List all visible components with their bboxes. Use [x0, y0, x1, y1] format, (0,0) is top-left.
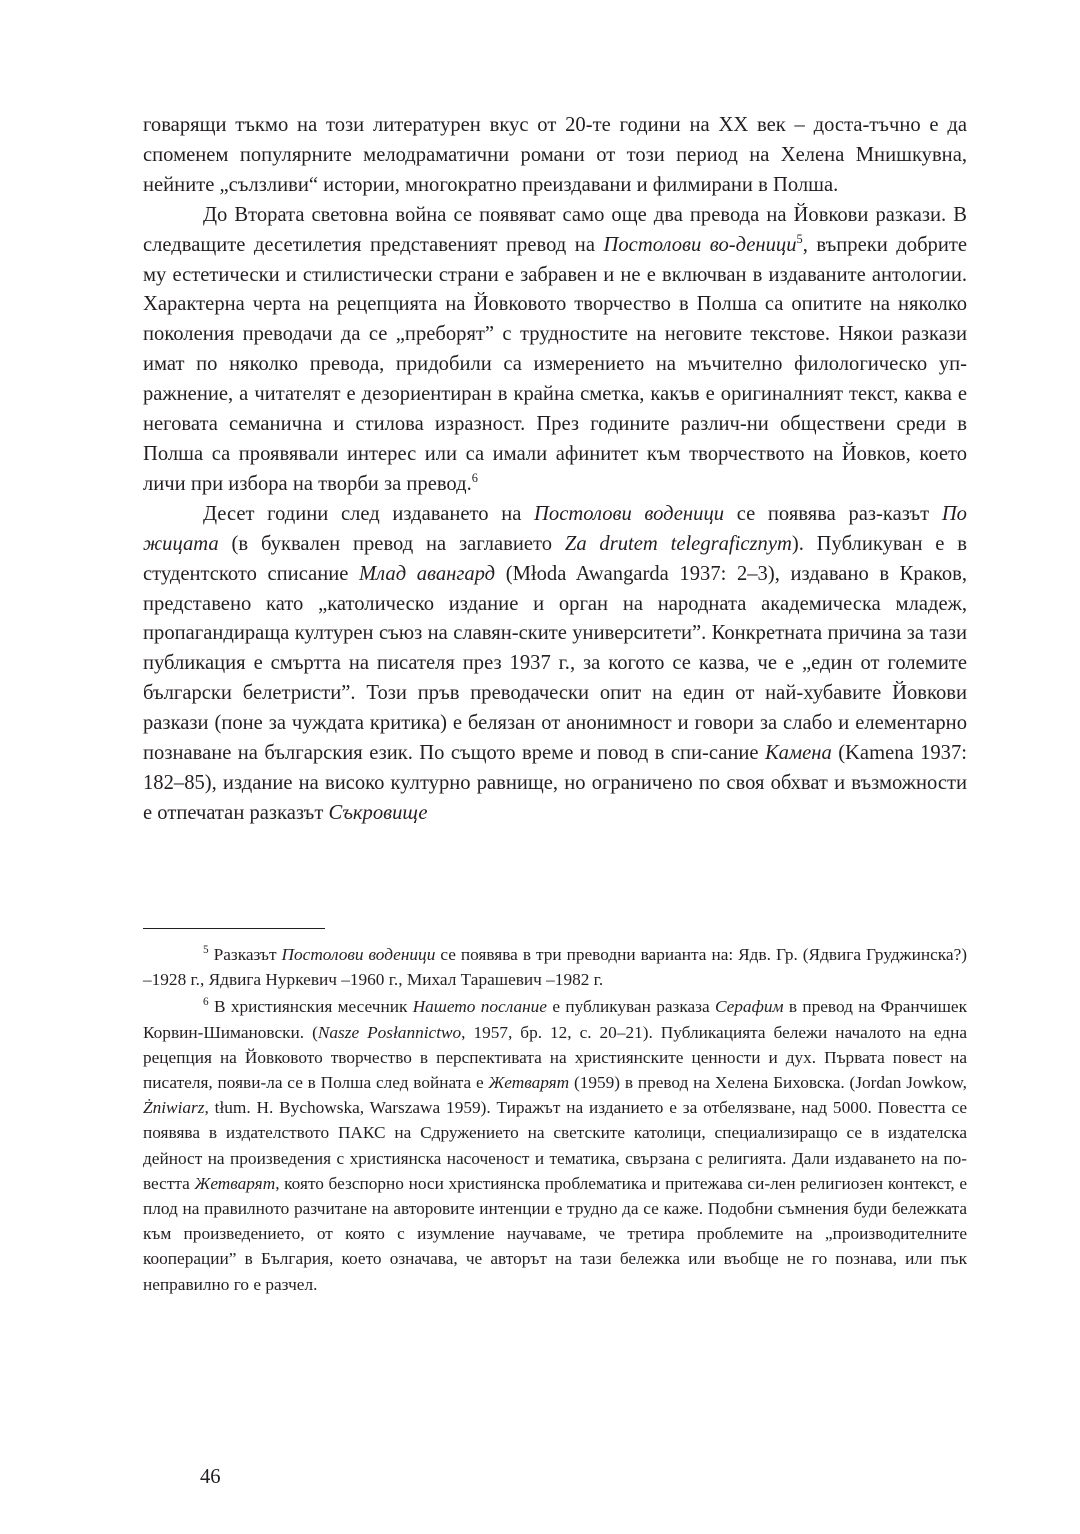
work-title: Żniwiarz [143, 1098, 205, 1118]
work-title: Серафим [714, 997, 784, 1017]
footnote-ref-6: 6 [471, 471, 478, 486]
page-number: 46 [200, 1466, 221, 1488]
paragraph-publication: Десет години след издаването на Постолови воденици се появява раз-казът По жицата (в буквален превод на заглавието Za drutem telegraficznym). Публикуван е в студентското списание Млад авангард (Młoda Awangarda 1937: 2–3), издавано в Краков, представено като „католическо издание и орган на народната академическа младеж, пропагандираща културен съюз на славян-ските университети”. Конкретната причина за тази публикация е смъртта на писателя през 1937 г., за когото се казва, че е „един от големите български белетристи”. Този пръв преводачески опит на един от най-хубавите Йовкови разкази (поне за чуждата критика) е белязан от анонимност и говори за слабо и елементарно познаване на българския език. По същото време и повод в спи-сание Камена (Kamena 1937: 182–85), издание на високо културно равнище, но ограничено по своя обхват и възможности е отпечатан разказът Съкровище [143, 502, 967, 824]
paragraph-translations: До Втората световна война се появяват само още два превода на Йовкови разкази. В следващите десетилетия представеният превод на Постолови во-деници$^5$, въпреки добрите му естетически и стилистически страни е забравен и не е включван в издаваните антологии. Характерна черта на рецепцията на Йовковото творчество в Полша са опитите на няколко поколения преводачи да се „преборят” с трудностите на неговите текстове. Някои разкази имат по няколко превода, придобили са измерението на мъчително филологическо уп-ражнение, а читателят е дезориентиран в крайна сметка, какъв е оригиналният текст, каква е неговата семанична и стилова изразност. През годините различ-ни обществени среди в Полша са проявявали интерес или са имали афинитет към творчеството на Йовков, което личи при избора на творби за превод.$^6$ [143, 203, 967, 495]
footnotes [143, 942, 967, 1297]
journal-title: Камена [765, 742, 832, 765]
footnote-6: $^6$ В християнския месечник Нашето послание е публикуван разказа Серафим в превод на Франчишек Корвин-Шимановски. (Nasze Posłannictwo, 1957, бр. 12, с. 20–21). Публикацията бележи началото на една рецепция на Йовковото творчество в перспективата на християнските ценности и дух. Първата повест на писателя, появи-ла се в Полша след войната е Жетварят (1959) в превод на Хелена Биховска. (Jordan Jowkow, Żniwiarz, tłum. H. Bychowska, Warszawa 1959). Тиражът на изданието е за отбелязване, над 5000. Повестта се появява в издателството ПАКС на Сдружението на светските католици, специализиращо се в издателска дейност на произведения с християнска насоченост и тематика, свързана с религията. Дали издаването на по-вестта Жетварят, която безспорно носи християнска проблематика и притежава си-лен религиозен контекст, е плод на правилното разчитане на авторовите интенции е трудно да се каже. Подобни съмнения буди бележката към произведението, от която с изумление научаваме, че третира проблемите на „производителните кооперации” в България, което означава, че авторът на тази бележка или въобще не го познава, или пък неправилно го е разчел. [143, 996, 968, 1294]
work-title: Постолови воденици [281, 945, 436, 964]
footnote-separator [143, 928, 325, 929]
work-title: Постолови воденици [534, 502, 725, 525]
journal-title: Млад авангард [359, 562, 496, 585]
footnote-5: $^5$ Разказът Постолови воденици се появява в три преводни варианта на: Ядв. Гр. (Ядвига Груджинска?) –1928 г., Ядвига Нуркевич –1960 г., Михал Тарашевич –1982 г. [143, 944, 968, 990]
footnote-number: 5 [203, 944, 209, 957]
work-title: Жетварят [194, 1173, 276, 1193]
work-title: Жетварят [488, 1073, 570, 1093]
work-title: Za drutem telegraficznym [564, 532, 792, 555]
work-title: По жицата [143, 502, 967, 555]
footnote-ref-5: 5 [796, 231, 803, 246]
footnote-number: 6 [203, 996, 209, 1009]
paragraph-continued: говарящи тъкмо на този литературен вкус от 20-те години на XX век – доста-тъчно е да споменем популярните мелодраматични романи от този период на Хелена Мнишкувна, нейните „сълзливи“ истории, многократно преиздавани и филмирани в Полша. [143, 114, 967, 196]
main-text [143, 111, 967, 829]
work-title: Постолови во-деници [603, 233, 797, 256]
journal-title: Нашето послание [412, 997, 547, 1017]
journal-title: Nasze Posłannictwo [317, 1022, 462, 1042]
work-title: Съкровище [328, 801, 428, 824]
